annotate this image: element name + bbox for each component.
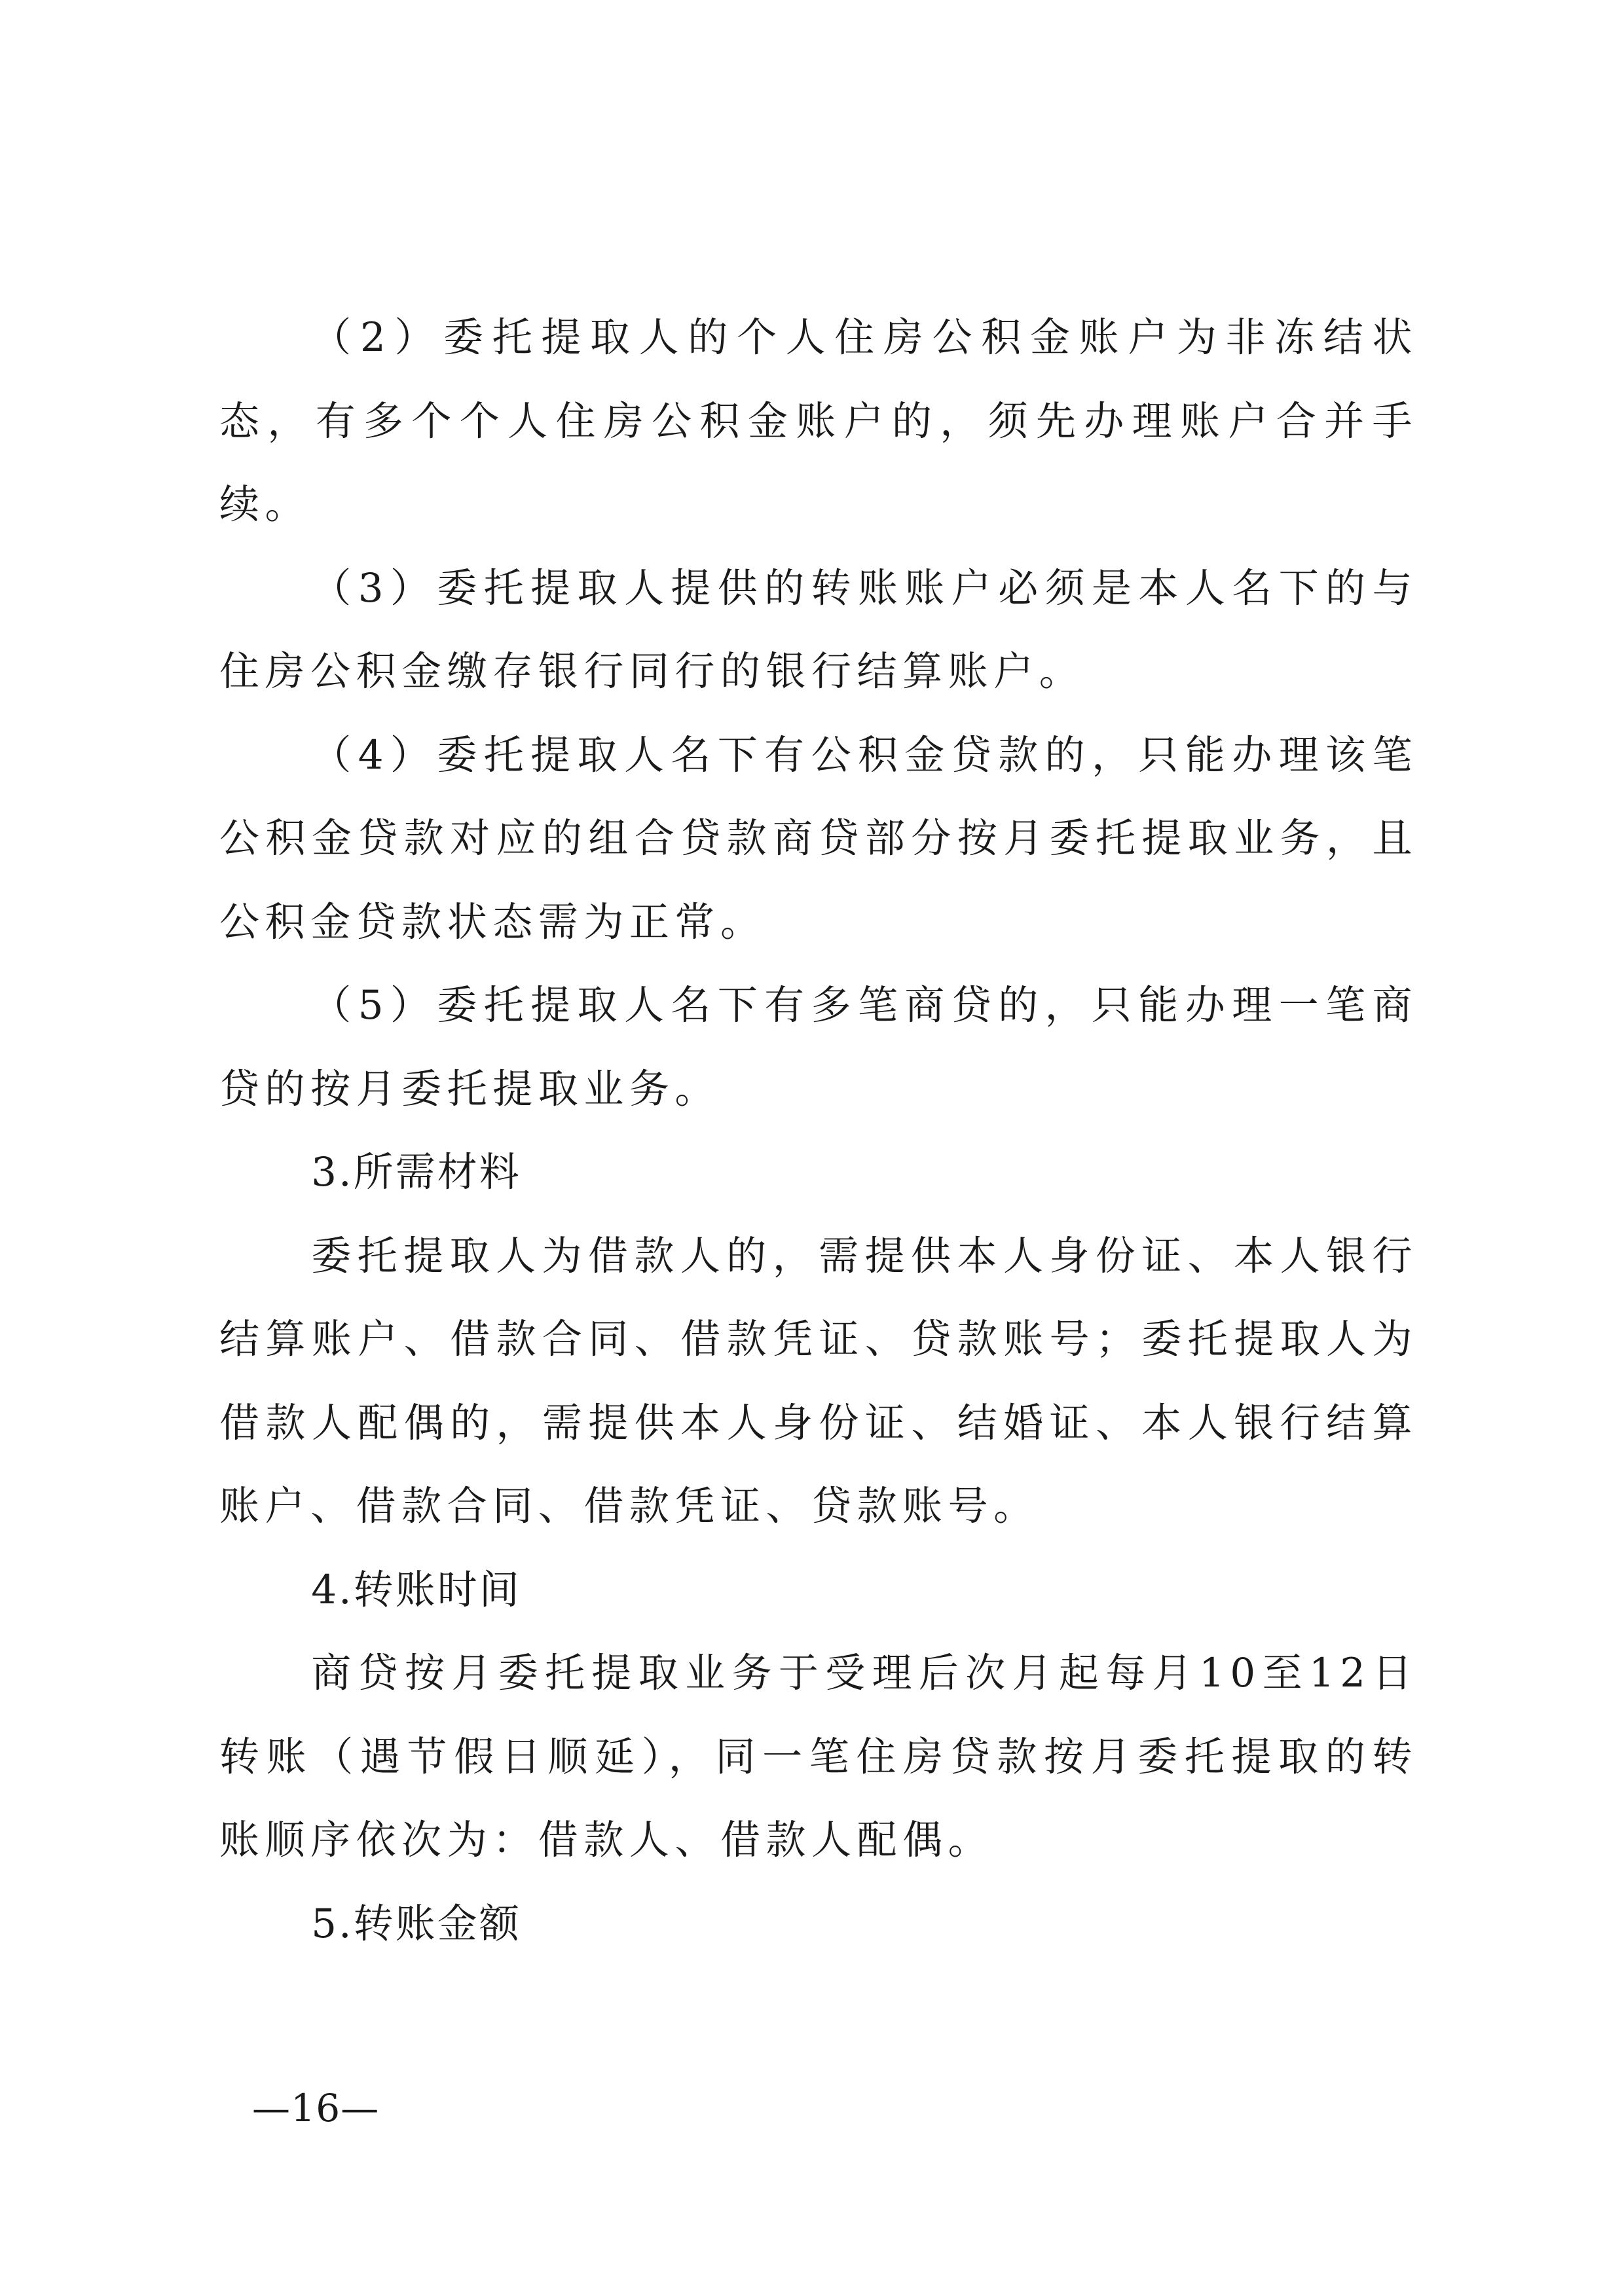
paragraph-item-5: （5）委托提取人名下有多笔商贷的，只能办理一笔商贷的按月委托提取业务。 xyxy=(219,982,1418,1112)
section-body-transfer-time: 商贷按月委托提取业务于受理后次月起每月10至12日转账（遇节假日顺延），同一笔住房贷款按月委托提取的转账顺序依次为：借款人、借款人配偶。 xyxy=(219,1650,1418,1863)
paragraph-item-3: （3）委托提取人提供的转账账户必须是本人名下的与住房公积金缴存银行同行的银行结算账户。 xyxy=(219,564,1418,695)
section-heading-transfer-time: 4.转账时间 xyxy=(311,1566,521,1613)
section-heading-materials: 3.所需材料 xyxy=(311,1149,521,1195)
paragraph-item-2: （2）委托提取人的个人住房公积金账户为非冻结状态，有多个个人住房公积金账户的，须先办理账户合并手续。 xyxy=(219,314,1418,528)
section-heading-transfer-amount: 5.转账金额 xyxy=(311,1900,521,1947)
document-body xyxy=(219,296,1418,1965)
section-body-materials: 委托提取人为借款人的，需提供本人身份证、本人银行结算账户、借款合同、借款凭证、贷款账号；委托提取人为借款人配偶的，需提供本人身份证、结婚证、本人银行结算账户、借款合同、借款凭证、贷款账号。 xyxy=(219,1232,1418,1529)
page-number: —16— xyxy=(252,2086,380,2130)
paragraph-item-4: （4）委托提取人名下有公积金贷款的，只能办理该笔公积金贷款对应的组合贷款商贷部分按月委托提取业务，且公积金贷款状态需为正常。 xyxy=(219,731,1418,945)
